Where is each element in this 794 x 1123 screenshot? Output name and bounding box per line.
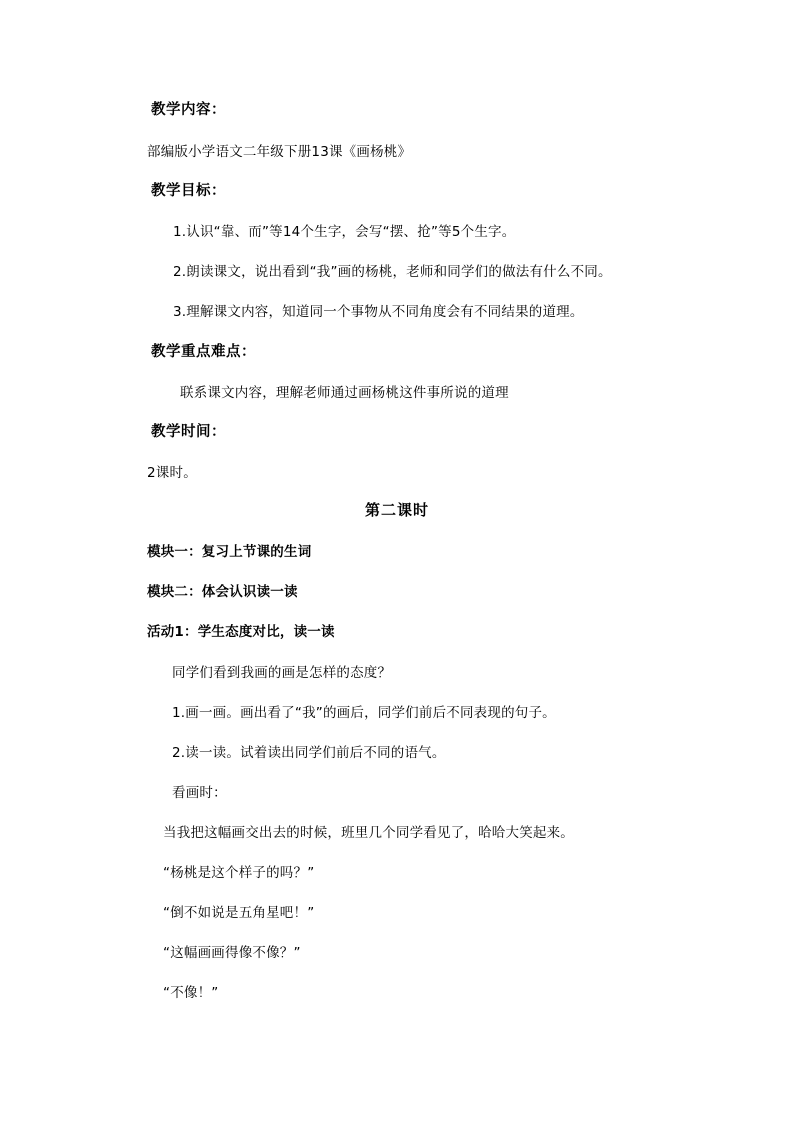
teaching-time-heading: 教学时间： (151, 424, 226, 440)
step-2-text: 2.读一读。试着读出同学们前后不同的语气。 (172, 745, 446, 761)
quote-4: “不像！” (163, 985, 219, 1001)
teaching-time-text: 2课时。 (147, 465, 197, 481)
lesson-title: 第二课时 (364, 501, 429, 519)
module-1-heading: 模块一：复习上节课的生词 (147, 544, 312, 560)
goal-item-3: 3.理解课文内容，知道同一个事物从不同角度会有不同结果的道理。 (173, 304, 584, 320)
activity-1-heading: 活动1：学生态度对比，读一读 (147, 624, 335, 640)
quote-3: “这幅画画得像不像？” (163, 945, 301, 961)
key-points-heading: 教学重点难点： (151, 344, 256, 360)
module-2-heading: 模块二：体会认识读一读 (147, 584, 298, 600)
quote-2: “倒不如说是五角星吧！” (163, 905, 315, 921)
teaching-content-heading: 教学内容： (151, 102, 226, 118)
when-viewing-label: 看画时： (172, 785, 227, 801)
quote-1: “杨桃是这个样子的吗？” (163, 865, 315, 881)
goal-item-1: 1.认识“靠、而”等14个生字，会写“摆、抢”等5个生字。 (173, 224, 516, 240)
question-text: 同学们看到我画的画是怎样的态度？ (172, 665, 392, 681)
teaching-goals-heading: 教学目标： (151, 183, 226, 199)
key-points-text: 联系课文内容，理解老师通过画杨桃这件事所说的道理 (180, 385, 509, 401)
narration-text: 当我把这幅画交出去的时候，班里几个同学看见了，哈哈大笑起来。 (163, 825, 574, 841)
teaching-content-text: 部编版小学语文二年级下册13课《画杨桃》 (147, 144, 412, 160)
goal-item-2: 2.朗读课文，说出看到“我”画的杨桃，老师和同学们的做法有什么不同。 (173, 264, 612, 280)
step-1-text: 1.画一画。画出看了“我”的画后，同学们前后不同表现的句子。 (172, 705, 556, 721)
